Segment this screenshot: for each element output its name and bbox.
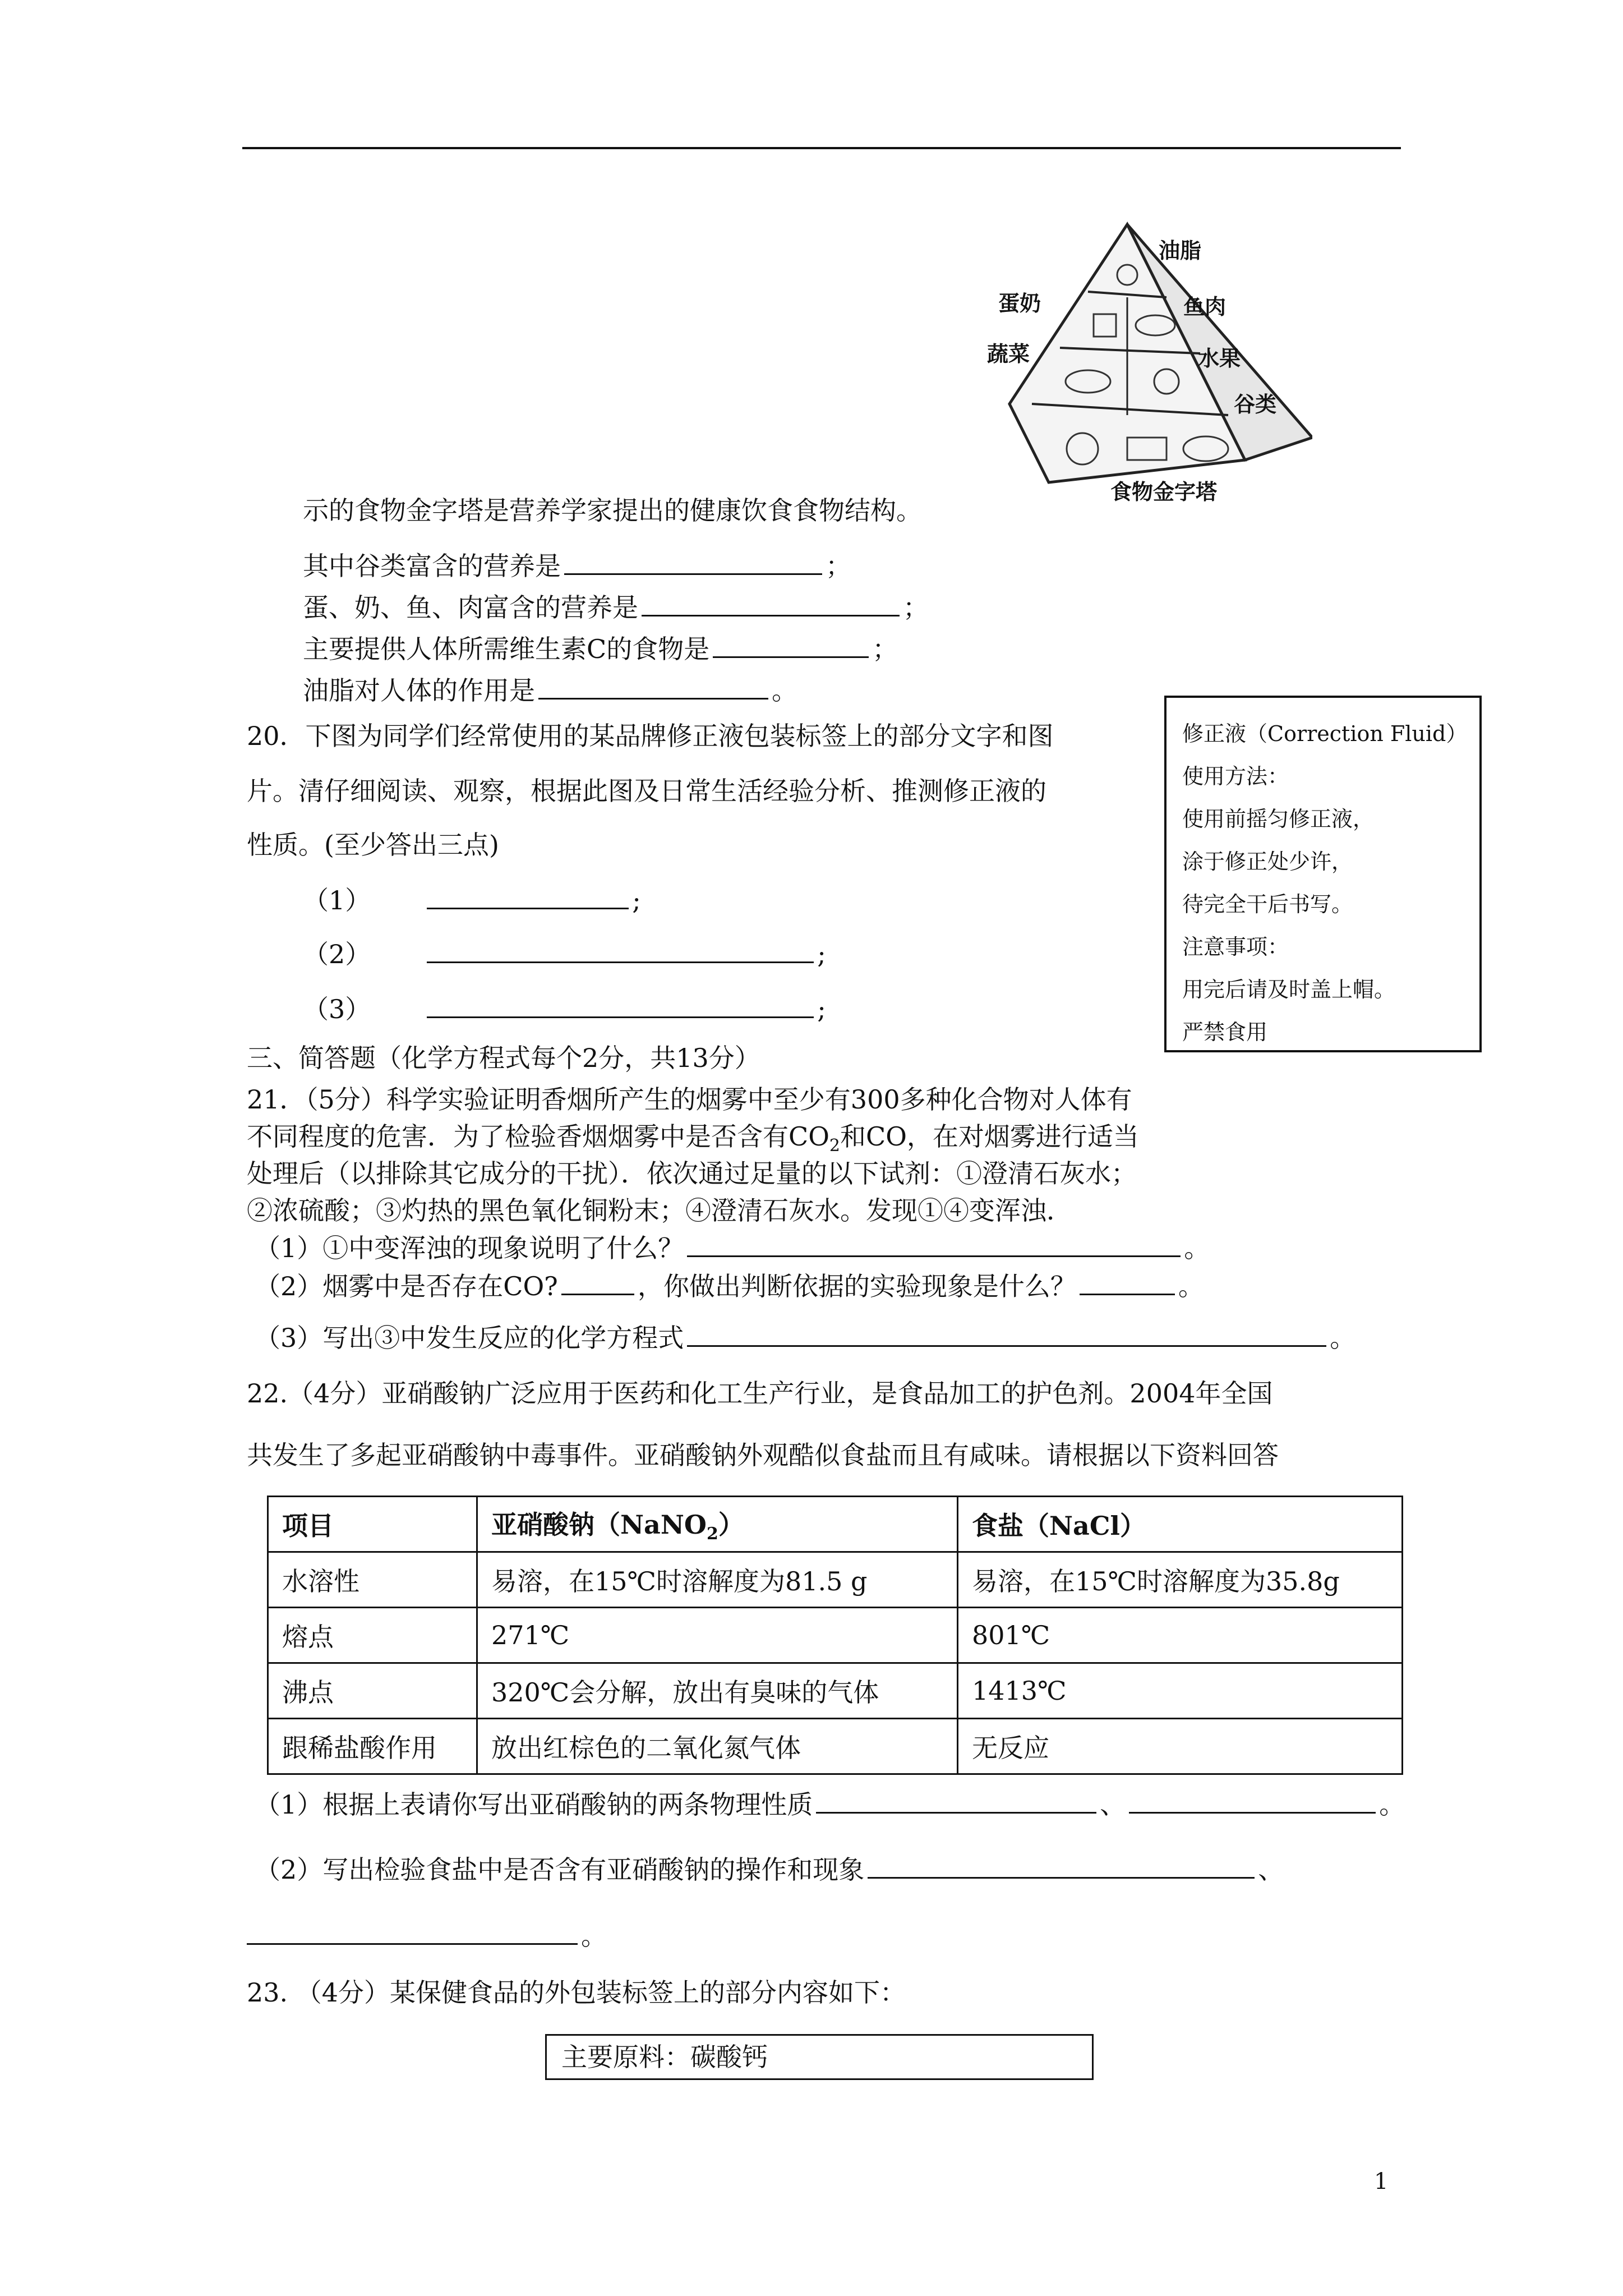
label-line: 修正液（Correction Fluid）	[1182, 721, 1468, 746]
table-header-row	[268, 1497, 1403, 1552]
answer-blank[interactable]	[687, 1231, 1181, 1257]
q19-line-4-text: 油脂对人体的作用是	[303, 675, 535, 706]
label-fruit: 水果	[1198, 346, 1241, 371]
answer-blank[interactable]	[427, 992, 814, 1018]
table-cell: 1413℃	[958, 1663, 1403, 1719]
table-row	[268, 1608, 1403, 1663]
q19-line-4: 油脂对人体的作用是 。	[303, 673, 797, 707]
answer-blank[interactable]	[247, 1918, 578, 1945]
q19-line-3: 主要提供人体所需维生素C的食物是 ；	[303, 632, 898, 666]
q20-item-2: （2） ;	[303, 937, 826, 971]
label-pyramid-caption: 食物金字塔	[1110, 479, 1218, 504]
q19-line-2: 蛋、奶、鱼、肉富含的营养是 ；	[303, 590, 929, 624]
answer-blank[interactable]	[687, 1320, 1326, 1347]
table-cell: 熔点	[268, 1608, 477, 1663]
q22-part-1: （1）根据上表请你写出亚硝酸钠的两条物理性质 、 。	[255, 1787, 1405, 1821]
table-cell: 无反应	[958, 1719, 1403, 1774]
answer-blank[interactable]	[1129, 1787, 1376, 1814]
label-line: 用完后请及时盖上帽。	[1182, 977, 1396, 1002]
label-fish-meat: 鱼肉	[1183, 294, 1227, 319]
q20-item-1: （1） ;	[303, 883, 641, 917]
table-header-cell: 食盐（NaCl）	[958, 1497, 1403, 1552]
ingredient-label-box: 主要原料：碳酸钙	[545, 2034, 1094, 2080]
food-pyramid-figure	[987, 213, 1312, 505]
q22-line-2: 共发生了多起亚硝酸钠中毒事件。亚硝酸钠外观酷似食盐而且有咸味。请根据以下资料回答	[247, 1440, 1279, 1470]
q19-line-1: 其中谷类富含的营养是 ；	[303, 549, 851, 583]
q22-part-2-cont: 。	[247, 1918, 607, 1953]
label-line: 待完全干后书写。	[1182, 892, 1353, 917]
q19-line-2-text: 蛋、奶、鱼、肉富含的营养是	[303, 592, 638, 623]
label-vegetable: 蔬菜	[987, 341, 1030, 366]
pyramid-drawing	[998, 213, 1312, 505]
table-cell: 易溶，在15℃时溶解度为81.5 g	[477, 1552, 958, 1608]
table-row	[268, 1552, 1403, 1608]
label-line: 注意事项：	[1182, 935, 1289, 959]
table-cell: 放出红棕色的二氧化氮气体	[477, 1719, 958, 1774]
label-egg-milk: 蛋奶	[998, 291, 1041, 316]
q20-line-3: 性质。(至少答出三点)	[247, 830, 499, 860]
header-rule	[242, 147, 1401, 149]
q20-item-3: （3） ;	[303, 992, 826, 1026]
answer-blank[interactable]	[1080, 1269, 1175, 1295]
comparison-table	[267, 1496, 1403, 1775]
q20-line-2: 片。清仔细阅读、观察，根据此图及日常生活经验分析、推测修正液的	[247, 776, 1046, 806]
label-line: 涂于修正处少许，	[1182, 849, 1353, 874]
q21-line-1: 21．（5分）科学实验证明香烟所产生的烟雾中至少有300多种化合物对人体有	[247, 1084, 1132, 1115]
table-row	[268, 1663, 1403, 1719]
q22-line-1: 22.（4分）亚硝酸钠广泛应用于医药和化工生产行业，是食品加工的护色剂。2004年全国	[247, 1378, 1273, 1409]
label-grain: 谷类	[1234, 392, 1277, 417]
q21-line-2: 不同程度的危害．为了检验香烟烟雾中是否含有$CO_2$和CO，在对烟雾进行适当	[247, 1121, 1139, 1156]
q19-intro: 示的食物金字塔是营养学家提出的健康饮食食物结构。	[303, 495, 922, 526]
label-line: 严禁食用	[1182, 1020, 1268, 1045]
table-cell: 801℃	[958, 1608, 1403, 1663]
q21-part-1: （1）①中变浑浊的现象说明了什么？ 。	[255, 1231, 1210, 1265]
answer-blank[interactable]	[816, 1787, 1096, 1814]
table-cell: 易溶，在15℃时溶解度为35.8g	[958, 1552, 1403, 1608]
table-cell: 水溶性	[268, 1552, 477, 1608]
answer-blank[interactable]	[564, 549, 822, 575]
q21-part-2: （2）烟雾中是否存在CO? ，你做出判断依据的实验现象是什么？ 。	[255, 1269, 1204, 1303]
q19-line-1-text: 其中谷类富含的营养是	[303, 551, 561, 581]
answer-blank[interactable]	[427, 937, 814, 963]
correction-fluid-label	[1164, 696, 1482, 1052]
answer-blank[interactable]	[427, 883, 629, 909]
answer-blank[interactable]	[561, 1269, 634, 1295]
table-cell: 沸点	[268, 1663, 477, 1719]
label-line: 使用方法：	[1182, 764, 1289, 789]
q23-line-1: 23. （4分）某保健食品的外包装标签上的部分内容如下：	[247, 1977, 906, 2008]
q20-line-1: 20．下图为同学们经常使用的某品牌修正液包装标签上的部分文字和图	[247, 721, 1054, 751]
table-cell: 271℃	[477, 1608, 958, 1663]
q22-part-2: （2）写出检验食盐中是否含有亚硝酸钠的操作和现象 、	[255, 1852, 1284, 1887]
label-line: 使用前摇匀修正液，	[1182, 807, 1375, 831]
table-header-cell: 亚硝酸钠（NaNO$_2$）	[477, 1497, 958, 1552]
q21-line-4: ②浓硫酸；③灼热的黑色氧化铜粉末；④澄清石灰水。发现①④变浑浊．	[247, 1195, 1072, 1226]
page-number: 1	[1374, 2169, 1389, 2194]
answer-blank[interactable]	[713, 632, 869, 658]
q19-line-3-text: 主要提供人体所需维生素C的食物是	[303, 634, 710, 664]
section-3-title: 三、简答题（化学方程式每个2分，共13分）	[247, 1043, 760, 1073]
label-oil: 油脂	[1159, 238, 1202, 263]
q21-line-3: 处理后（以排除其它成分的干扰）．依次通过足量的以下试剂：①澄清石灰水；	[247, 1158, 1137, 1189]
q21-part-3: （3）写出③中发生反应的化学方程式 。	[255, 1320, 1355, 1355]
table-header-cell: 项目	[268, 1497, 477, 1552]
answer-blank[interactable]	[538, 673, 768, 700]
table-cell: 跟稀盐酸作用	[268, 1719, 477, 1774]
table-row	[268, 1719, 1403, 1774]
answer-blank[interactable]	[642, 590, 900, 616]
table-cell: 320℃会分解，放出有臭味的气体	[477, 1663, 958, 1719]
answer-blank[interactable]	[868, 1852, 1255, 1879]
